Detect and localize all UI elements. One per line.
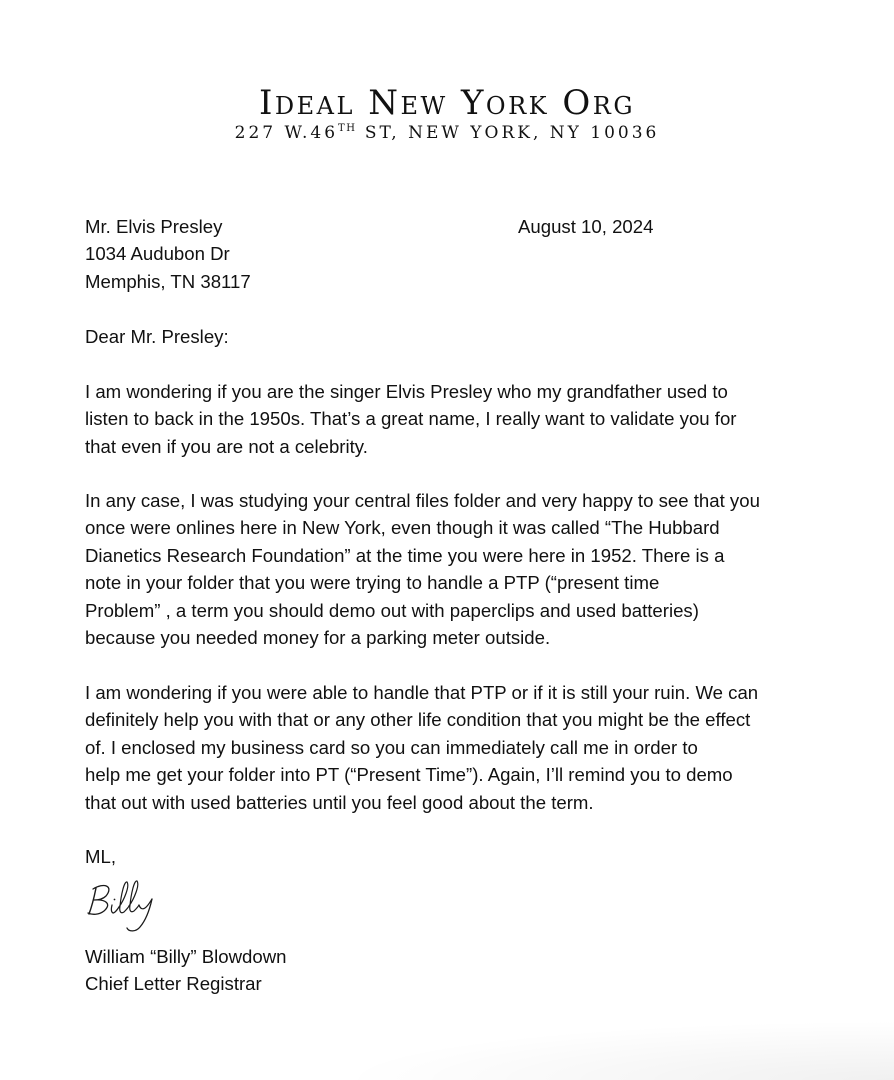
paragraph-line: I am wondering if you were able to handle that PTP or if it is still your ruin. We can [85, 682, 759, 703]
page-shadow [334, 1020, 894, 1080]
handwritten-signature [84, 872, 174, 934]
recipient-name: Mr. Elvis Presley [85, 216, 223, 237]
paragraph-line: I am wondering if you are the singer Elvis Presley who my grandfather used to [85, 381, 728, 402]
closing: ML, [85, 846, 116, 867]
paragraph-line: In any case, I was studying your central files folder and very happy to see that you [85, 490, 760, 511]
organization-address [0, 121, 894, 145]
paragraph-line: Problem” , a term you should demo out with paperclips and used batteries) [85, 599, 699, 621]
recipient-address-block [85, 213, 251, 295]
paragraph-line: of. I enclosed my business card so you can immediately call me in order to [85, 736, 698, 758]
paragraph-3 [85, 679, 815, 816]
paragraph-line: listen to back in the 1950s. That’s a great name, I really want to validate you for [85, 408, 737, 430]
paragraph-line: definitely help you with that or any other life condition that you might be the effect [85, 709, 751, 731]
paragraph-line: note in your folder that you were trying to handle a PTP (“present time [85, 572, 660, 594]
paragraph-line: that out with used batteries until you feel good about the term. [85, 791, 594, 813]
salutation: Dear Mr. Presley: [85, 326, 229, 347]
address-street-number: 227 W.46 [234, 123, 339, 143]
paragraph-line: once were onlines here in New York, even though it was called “The Hubbard [85, 517, 720, 539]
organization-name: Ideal New York Org [258, 83, 636, 123]
signer-block [85, 943, 286, 998]
address-ordinal-suffix: TH [338, 123, 357, 134]
recipient-city: Memphis, TN 38117 [85, 270, 251, 292]
paragraph-1 [85, 378, 815, 460]
signer-name: William “Billy” Blowdown [85, 946, 287, 967]
address-remainder: ST, NEW YORK, NY 10036 [356, 123, 660, 143]
signer-title: Chief Letter Registrar [85, 973, 262, 995]
paragraph-line: help me get your folder into PT (“Present Time”). Again, I’ll remind you to demo [85, 764, 733, 786]
paragraph-line: that even if you are not a celebrity. [85, 435, 368, 457]
paragraph-line: because you needed money for a parking meter outside. [85, 627, 551, 649]
letter-date: August 10, 2024 [518, 216, 654, 237]
paragraph-2 [85, 487, 815, 651]
paragraph-line: Dianetics Research Foundation” at the time you were here in 1952. There is a [85, 544, 725, 566]
recipient-street: 1034 Audubon Dr [85, 243, 230, 265]
